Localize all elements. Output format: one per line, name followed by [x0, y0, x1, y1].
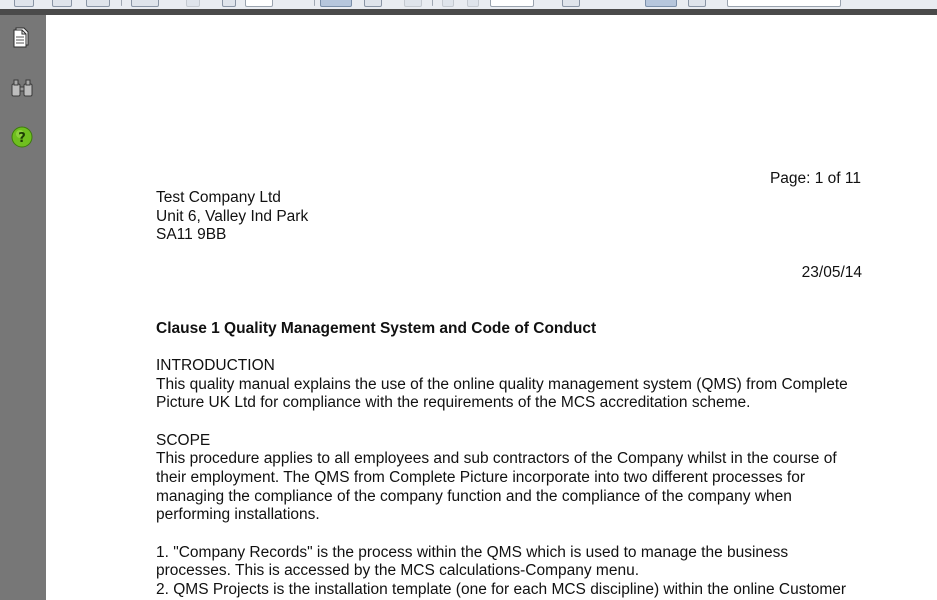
pages-icon[interactable] — [14, 0, 34, 7]
pages-icon — [11, 25, 33, 49]
search-panel-button[interactable] — [8, 75, 36, 101]
binoculars-icon — [10, 78, 34, 98]
nav-forward-icon[interactable] — [222, 0, 236, 7]
list-line: 2. QMS Projects is the installation template (one for each MCS discipline) within the online Customer — [156, 581, 847, 598]
document-date: 23/05/14 — [801, 264, 862, 281]
svg-text:?: ? — [18, 131, 26, 146]
address-line-postcode: SA11 9BB — [156, 226, 227, 243]
help-icon — [10, 125, 34, 149]
document-page — [46, 15, 937, 600]
toolbar — [0, 0, 937, 9]
page-number-field[interactable] — [245, 0, 273, 7]
zoom-out-icon[interactable] — [442, 0, 454, 7]
page-indicator: Page: 1 of 11 — [769, 170, 861, 187]
search-field[interactable] — [727, 0, 841, 7]
list-line: processes. This is accessed by the MCS calculations-Company menu. — [156, 562, 640, 579]
address-line-company: Test Company Ltd — [156, 189, 281, 206]
navigation-sidebar — [0, 15, 46, 600]
intro-line: Picture UK Ltd for compliance with the requirements of the MCS accreditation scheme. — [156, 394, 751, 411]
next-view-icon[interactable] — [562, 0, 580, 7]
pages-panel-button[interactable] — [8, 24, 36, 50]
prev-view-icon[interactable] — [404, 0, 422, 7]
email-icon[interactable] — [86, 0, 110, 7]
hand-tool-icon[interactable] — [364, 0, 382, 7]
scope-title: SCOPE — [156, 432, 211, 449]
toolbar-separator — [121, 0, 122, 6]
help-button[interactable] — [8, 124, 36, 150]
clause-heading: Clause 1 Quality Management System and Code of Conduct — [156, 320, 597, 337]
select-tool-icon[interactable] — [320, 0, 352, 7]
scope-line: performing installations. — [156, 506, 320, 523]
toolbar-separator — [314, 0, 315, 6]
toolbar-separator — [432, 0, 433, 6]
document-view-icon[interactable] — [131, 0, 159, 7]
intro-line: This quality manual explains the use of the online quality management system (QMS) from Complete — [156, 376, 848, 393]
scope-line: managing the compliance of the company function and the compliance of the company when — [156, 488, 792, 505]
continuous-page-icon[interactable] — [688, 0, 706, 7]
list-line: 1. "Company Records" is the process within the QMS which is used to manage the business — [156, 544, 789, 561]
address-line-street: Unit 6, Valley Ind Park — [156, 208, 309, 225]
scope-line: This procedure applies to all employees and sub contractors of the Company whilst in the course of — [156, 450, 837, 467]
intro-title: INTRODUCTION — [156, 357, 275, 374]
single-page-icon[interactable] — [645, 0, 677, 7]
nav-back-icon[interactable] — [186, 0, 200, 7]
zoom-field[interactable] — [490, 0, 534, 7]
zoom-in-icon[interactable] — [467, 0, 479, 7]
scope-line: their employment. The QMS from Complete Picture incorporate into two different processes for — [156, 469, 805, 486]
print-icon[interactable] — [52, 0, 72, 7]
